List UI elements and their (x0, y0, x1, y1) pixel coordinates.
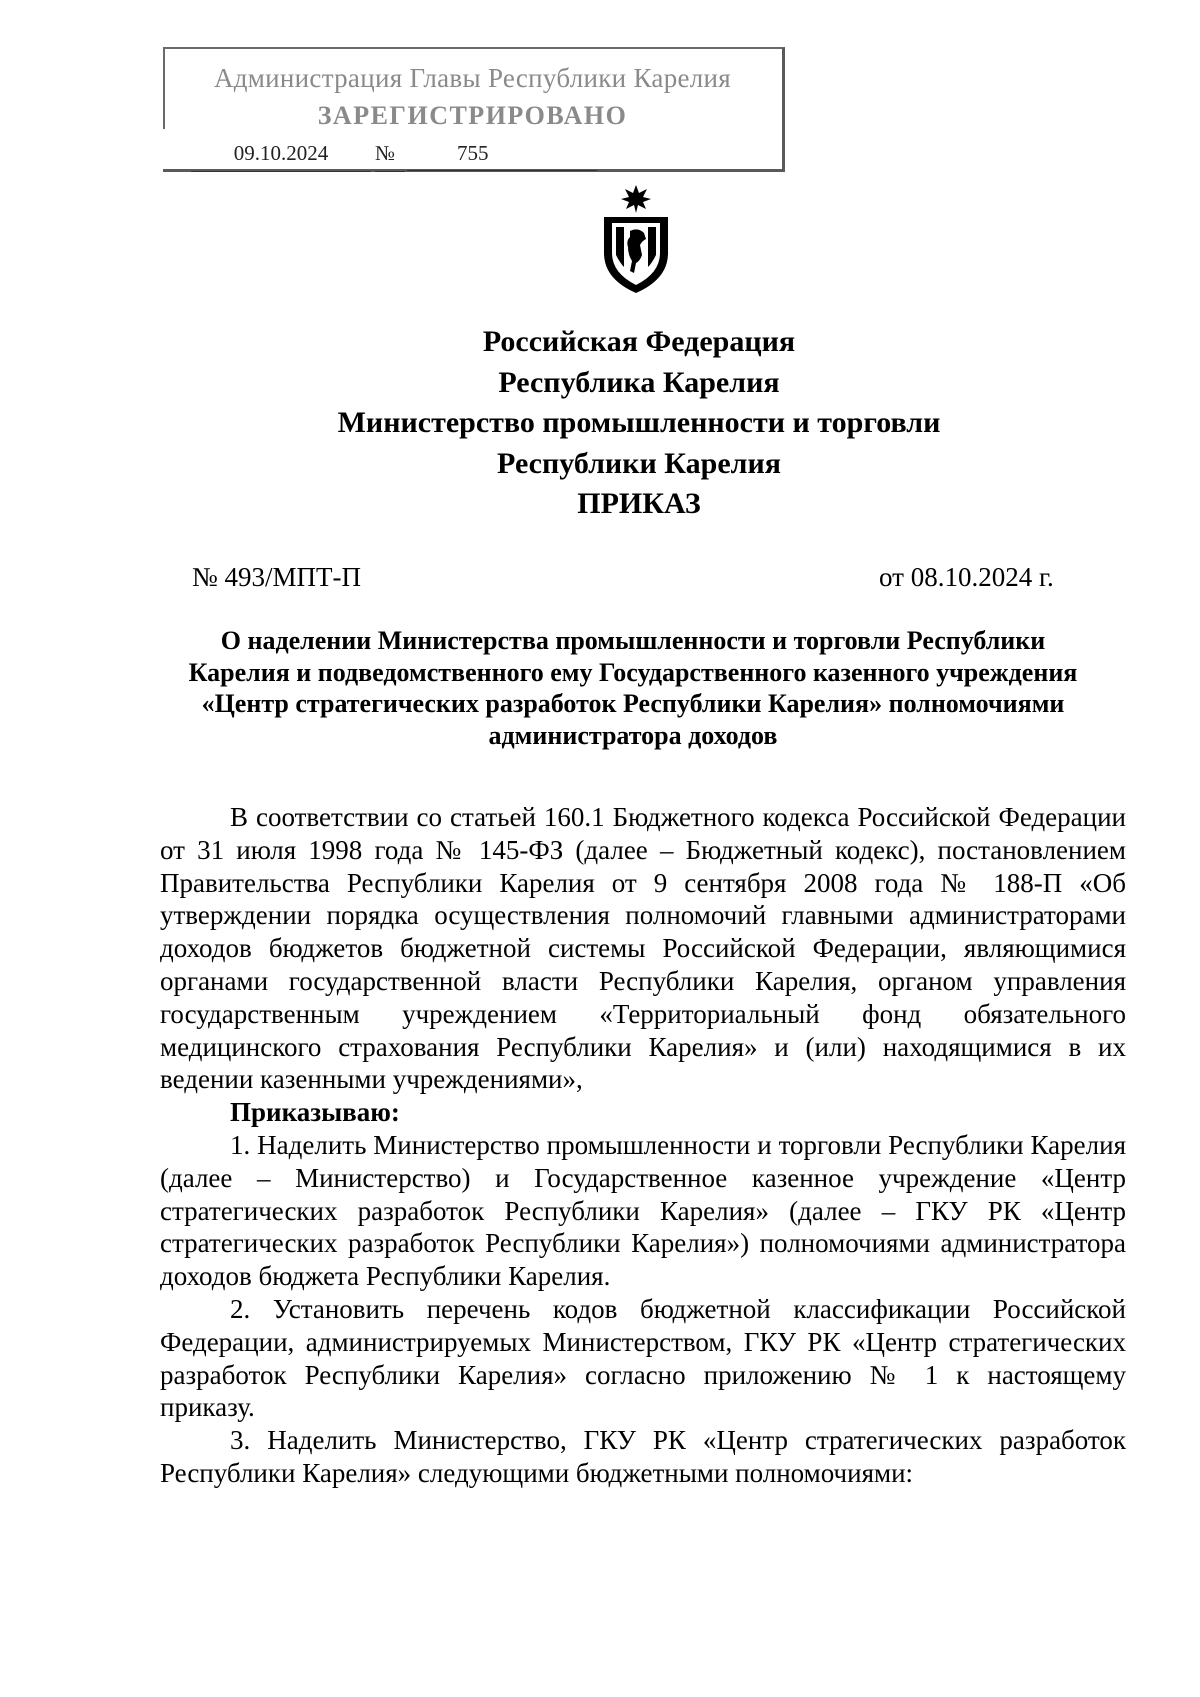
order-date: от 08.10.2024 г. (879, 562, 1054, 592)
document-body (160, 801, 1126, 1490)
registration-stamp (163, 47, 785, 172)
document-type-title: ПРИКАЗ (577, 487, 701, 520)
order-subject: О наделении Министерства промышленности и торговли Республики Карелия и подведомственного ему Государственного казенного учреждения «Центр стратегических разработок Республики Карелия» полномочиями администратора доходов (188, 626, 1078, 750)
header-ministry-region: Республики Карелия (497, 446, 781, 480)
stamp-date: 09.10.2024 (191, 141, 371, 172)
stamp-number-sign: № (375, 141, 405, 172)
stamp-status: ЗАРЕГИСТРИРОВАНО (317, 101, 628, 130)
stamp-number: 755 (407, 141, 597, 171)
command-heading: Приказываю: (230, 1097, 400, 1128)
order-item-1: 1. Наделить Министерство промышленности и торговли Республики Карелия (далее – Министерство) и Государственное казенное учреждение «Центр стратегических разработок Республики Карелия» (далее – ГКУ РК «Центр стратегических разработок Республики Карелия») полномочиями администратора доходов бюджета Республики Карелия. (160, 1129, 1126, 1292)
order-number: № 493/МПТ-П (192, 562, 362, 592)
document-header (0, 322, 1200, 525)
stamp-title: Администрация Главы Республики Карелия (213, 63, 732, 93)
header-ministry: Министерство промышленности и торговли (337, 406, 941, 439)
header-country: Российская Федерация (482, 325, 796, 358)
preamble-paragraph: В соответствии со статьей 160.1 Бюджетного кодекса Российской Федерации от 31 июля 1998 года № 145-ФЗ (далее – Бюджетный кодекс), постановлением Правительства Республики Карелия от 9 сентября 2008 года № 188-П «Об утверждении порядка осуществления полномочий главными администраторами доходов бюджетов бюджетной системы Российской Федерации, являющимися органами государственной власти Республики Карелия, органом управления государственным учреждением «Территориальный фонд обязательного медицинского страхования Республики Карелия» и (или) находящимися в их ведении казенными учреждениями», (160, 802, 1126, 1095)
karelia-coat-of-arms-icon (600, 183, 672, 295)
order-item-2: 2. Установить перечень кодов бюджетной классификации Российской Федерации, администрируемых Министерством, ГКУ РК «Центр стратегических разработок Республики Карелия» согласно приложению № 1 к настоящему приказу. (160, 1293, 1126, 1423)
order-item-3: 3. Наделить Министерство, ГКУ РК «Центр стратегических разработок Республики Карелия» следующими бюджетными полномочиями: (160, 1425, 1126, 1488)
header-republic: Республика Карелия (498, 365, 780, 399)
